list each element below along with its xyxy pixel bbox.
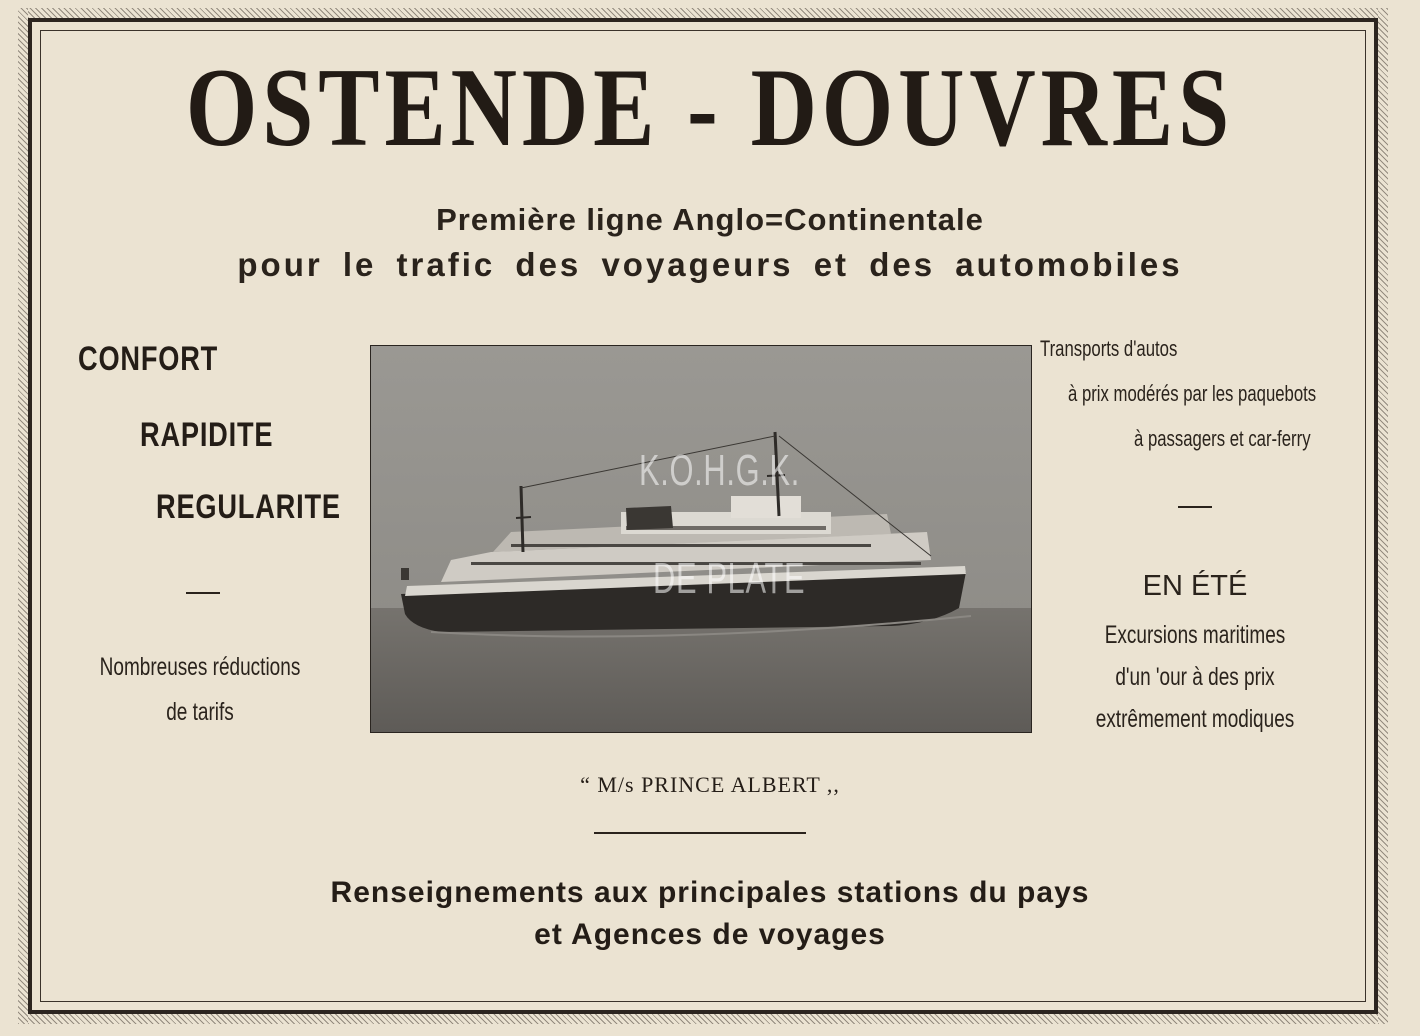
footer-line-2: et Agences de voyages	[534, 918, 886, 951]
right-divider	[1178, 506, 1212, 508]
ship-illustration	[371, 346, 1031, 732]
photo-caption: “ M/s PRINCE ALBERT ,,	[580, 772, 840, 797]
transport-line-2: à prix modérés par les paquebots	[1068, 381, 1317, 406]
reductions-note-line-2: de tarifs	[166, 698, 234, 726]
watermark-line-1: K.O.H.G.K.	[639, 446, 801, 495]
hatched-border-right	[1378, 8, 1388, 1024]
hatched-border-left	[18, 8, 28, 1024]
feature-regularite: REGULARITE	[156, 488, 341, 526]
transport-line-1: Transports d'autos	[1040, 336, 1178, 361]
transport-line-3: à passagers et car-ferry	[1134, 426, 1311, 451]
hatched-border-top	[28, 8, 1378, 18]
footer-line-1: Renseignements aux principales stations du pays	[330, 876, 1090, 909]
summer-line-1: Excursions maritimes	[1104, 621, 1286, 649]
summer-line-3: extrêmement modiques	[1095, 705, 1295, 733]
watermark-line-2: DE PLATE	[653, 554, 806, 603]
subtitle-line-1: Première ligne Anglo=Continentale	[436, 202, 984, 237]
left-divider	[186, 592, 220, 594]
caption-divider	[594, 832, 806, 834]
summer-heading: EN ÉTÉ	[1142, 570, 1248, 602]
subtitle-line-2: pour le trafic des voyageurs et des automobiles	[237, 246, 1183, 283]
reductions-note-line-1: Nombreuses réductions	[99, 653, 301, 681]
summer-line-2: d'un 'our à des prix	[1115, 663, 1275, 691]
hatched-border-bottom	[28, 1014, 1378, 1024]
page-title: OSTENDE - DOUVRES	[185, 46, 1235, 170]
feature-rapidite: RAPIDITE	[140, 416, 274, 454]
ship-photo	[370, 345, 1032, 733]
feature-confort: CONFORT	[78, 340, 219, 378]
